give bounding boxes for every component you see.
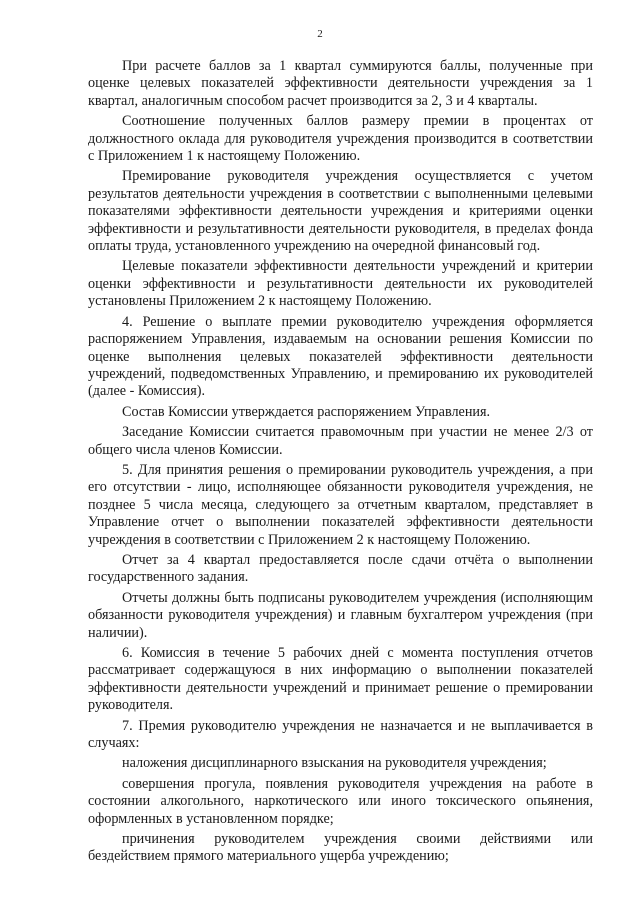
paragraph: 4. Решение о выплате премии руководителю учреждения оформляется распоряжением Управления, издаваемым на основании решения Комиссии по оценке выполнения целевых показателей эффективности деятельности учреждений, подведомственных Управлению, и премированию их руководителей (далее - Комиссия). [88,313,593,400]
paragraph: Состав Комиссии утверждается распоряжением Управления. [122,403,491,420]
paragraph: совершения прогула, появления руководителя учреждения на работе в состоянии алкогольного, наркотического или иного токсического опьянения, оформленных в установленном порядке; [88,775,593,827]
page-number: 2 [317,28,323,40]
paragraph: 7. Премия руководителю учреждения не назначается и не выплачивается в случаях: [88,717,593,752]
paragraph: Отчет за 4 квартал предоставляется после сдачи отчёта о выполнении государственного задания. [88,551,593,586]
paragraph: Премирование руководителя учреждения осуществляется с учетом результатов деятельности учреждения в соответствии с выполненными целевыми показателями эффективности деятельности учреждения и критериями оценки эффективности и результативности деятельности руководителя, в пределах фонда оплаты труда, установленного учреждению на очередной финансовый год. [88,168,593,255]
paragraph: причинения руководителем учреждения своими действиями или бездействием прямого материального ущерба учреждению; [88,831,593,865]
paragraph: Заседание Комиссии считается правомочным при участии не менее 2/3 от общего числа членов Комиссии. [88,424,593,458]
document-body [88,58,593,866]
paragraph: При расчете баллов за 1 квартал суммируются баллы, полученные при оценке целевых показателей эффективности деятельности учреждения за 1 квартал, аналогичным способом расчет производится за 2, 3 и 4 кварталы. [88,58,593,109]
paragraph: 6. Комиссия в течение 5 рабочих дней с момента поступления отчетов рассматривает содержащуюся в них информацию о выполнении показателей эффективности деятельности учреждений и принимает решение о премировании руководителя. [88,645,593,714]
paragraph: 5. Для принятия решения о премировании руководитель учреждения, а при его отсутствии - лицо, исполняющее обязанности руководителя учреждения, не позднее 5 числа месяца, следующего за отчетным кварталом, представляет в Управление отчет о выполнении показателей эффективности деятельности учреждения в соответствии с Приложением 2 к настоящему Положению. [88,461,593,548]
paragraph: Отчеты должны быть подписаны руководителем учреждения (исполняющим обязанности руководителя учреждения) и главным бухгалтером учреждения (при наличии). [88,589,593,641]
paragraph: Целевые показатели эффективности деятельности учреждений и критерии оценки эффективности и результативности деятельности их руководителей установлены Приложением 2 к настоящему Положению. [88,258,593,310]
paragraph: Соотношение полученных баллов размеру премии в процентах от должностного оклада для руководителя учреждения производится в соответствии с Приложением 1 к настоящему Положению. [88,113,593,165]
paragraph: наложения дисциплинарного взыскания на руководителя учреждения; [122,755,547,772]
